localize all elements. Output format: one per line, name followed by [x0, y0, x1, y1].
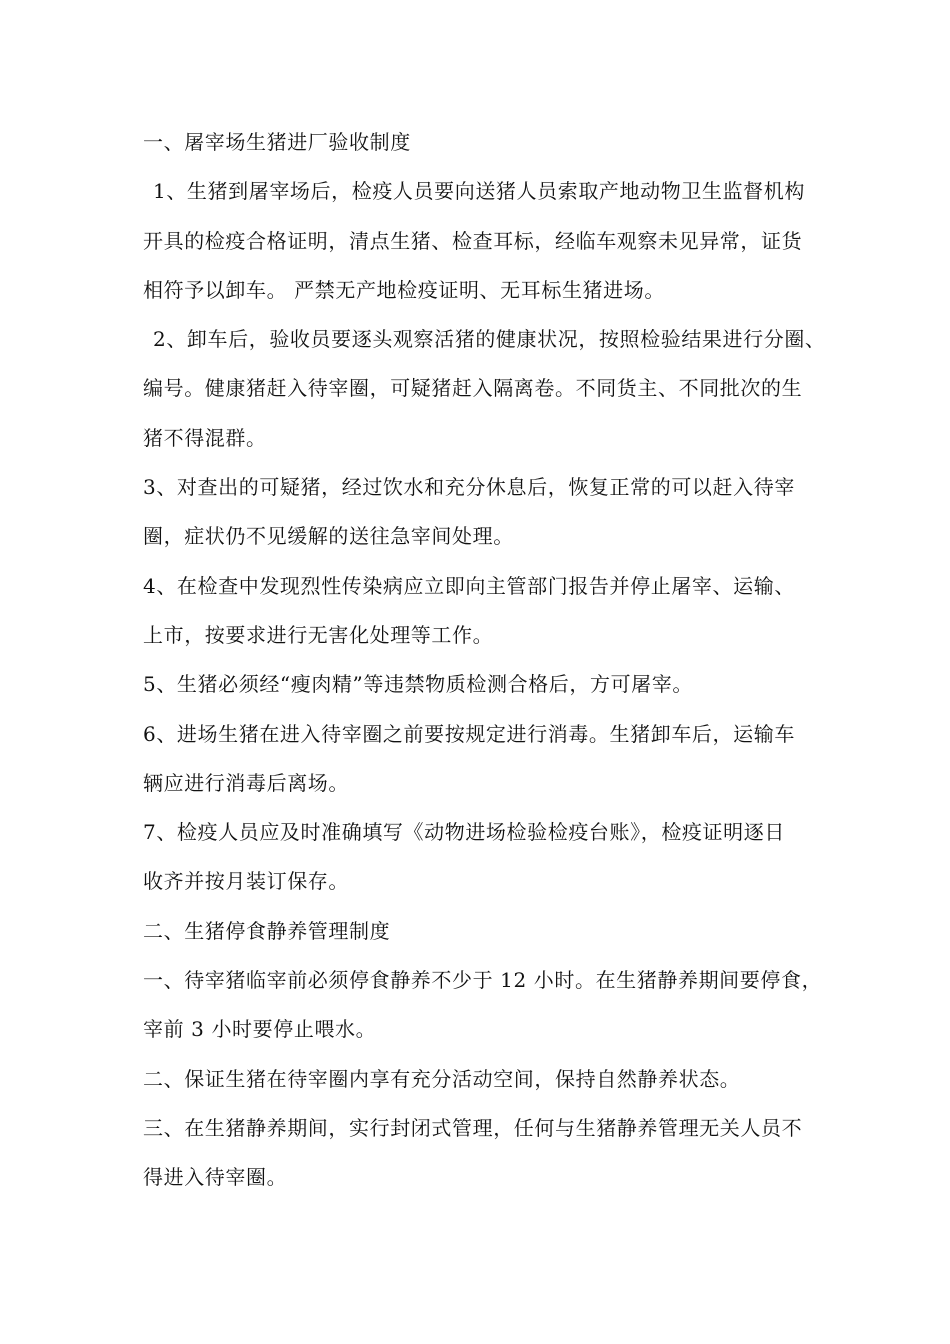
paragraph-line: 宰前 3 小时要停止喂水。 — [143, 1017, 377, 1042]
paragraph-line: 1、生猪到屠宰场后，检疫人员要向送猪人员索取产地动物卫生监督机构 — [153, 179, 805, 204]
section-heading-2: 二、生猪停食静养管理制度 — [143, 918, 391, 943]
paragraph-line: 4、在检查中发现烈性传染病应立即向主管部门报告并停止屠宰、运输、 — [143, 573, 795, 598]
paragraph-line: 5、生猪必须经“瘦肉精”等违禁物质检测合格后，方可屠宰。 — [143, 672, 693, 697]
paragraph-line: 二、保证生猪在待宰圈内享有充分活动空间，保持自然静养状态。 — [143, 1066, 741, 1091]
paragraph-line: 三、在生猪静养期间，实行封闭式管理，任何与生猪静养管理无关人员不 — [143, 1115, 803, 1140]
paragraph-line: 编号。健康猪赶入待宰圈，可疑猪赶入隔离卷。不同货主、不同批次的生 — [143, 376, 803, 401]
paragraph-line: 猪不得混群。 — [143, 425, 267, 450]
paragraph-line: 7、检疫人员应及时准确填写《动物进场检验检疫台账》，检疫证明逐日 — [143, 820, 785, 845]
paragraph-line: 得进入待宰圈。 — [143, 1165, 288, 1190]
paragraph-line: 相符予以卸车。 严禁无产地检疫证明、无耳标生猪进场。 — [143, 277, 665, 302]
paragraph-line: 收齐并按月装订保存。 — [143, 869, 349, 894]
paragraph-line: 上市，按要求进行无害化处理等工作。 — [143, 622, 494, 647]
document-body — [143, 118, 826, 1203]
paragraph-line: 辆应进行消毒后离场。 — [143, 770, 349, 795]
paragraph-line: 2、卸车后，验收员要逐头观察活猪的健康状况，按照检验结果进行分圈、 — [153, 327, 826, 352]
paragraph-line: 一、待宰猪临宰前必须停食静养不少于 12 小时。在生猪静养期间要停食， — [143, 968, 823, 993]
section-heading-1: 一、屠宰场生猪进厂验收制度 — [143, 130, 411, 154]
paragraph-line: 3、对查出的可疑猪，经过饮水和充分休息后，恢复正常的可以赶入待宰 — [143, 475, 795, 500]
paragraph-line: 开具的检疫合格证明，清点生猪、检查耳标，经临车观察未见异常，证货 — [143, 228, 803, 253]
paragraph-line: 6、进场生猪在进入待宰圈之前要按规定进行消毒。生猪卸车后，运输车 — [143, 721, 795, 746]
paragraph-line: 圈，症状仍不见缓解的送往急宰间处理。 — [143, 524, 514, 549]
